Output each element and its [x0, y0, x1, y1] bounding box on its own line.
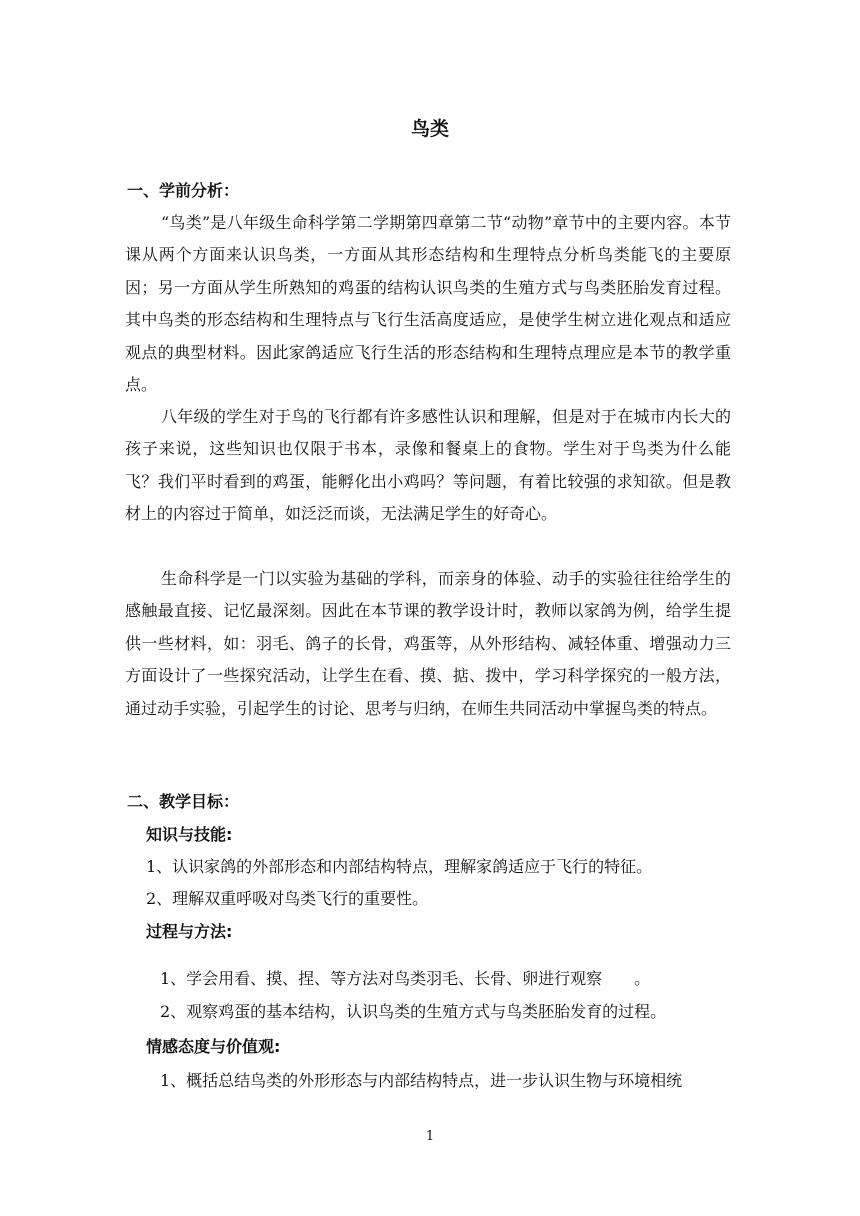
emotion-item-1: 1、概括总结鸟类的外形形态与内部结构特点，进一步认识生物与环境相统 — [160, 1071, 683, 1090]
knowledge-item-1: 1、认识家鸽的外部形态和内部结构特点，理解家鸽适应于飞行的特征。 — [146, 857, 653, 876]
section-heading-analysis: 一、学前分析： — [127, 181, 240, 200]
page-number: 1 — [425, 1129, 435, 1144]
section-heading-goals: 二、教学目标： — [127, 792, 240, 811]
paragraph-1: “鸟类”是八年级生命科学第二学期第四章第二节“动物”章节中的主要内容。本节课从两个方面来认识鸟类，一方面从其形态结构和生理特点分析鸟类能飞的主要原因；另一方面从学生所熟知的鸡蛋的结构认识鸟类的生殖方式与鸟类胚胎发育过程。其中鸟类的形态结构和生理特点与飞行生活高度适应，是使学生树立进化观点和适应观点的典型材料。因此家鸽适应飞行生活的形态结构和生理特点理应是本节的教学重点。 — [125, 213, 731, 395]
process-item-2: 2、观察鸡蛋的基本结构，认识鸟类的生殖方式与鸟类胚胎发育的过程。 — [160, 1002, 667, 1021]
subheading-emotion: 情感态度与价值观: — [146, 1037, 281, 1056]
subheading-knowledge: 知识与技能: — [146, 825, 233, 844]
page-title: 鸟类 — [410, 118, 449, 140]
process-item-1: 1、学会用看、摸、捏、等方法对鸟类羽毛、长骨、卵进行观察 。 — [160, 969, 651, 988]
paragraph-2: 八年级的学生对于鸟的飞行都有许多感性认识和理解，但是对于在城市内长大的孩子来说，这些知识也仅限于书本，录像和餐桌上的食物。学生对于鸟类为什么能飞？我们平时看到的鸡蛋，能孵化出小鸡吗？等问题，有着比较强的求知欲。但是教材上的内容过于简单，如泛泛而谈，无法满足学生的好奇心。 — [125, 407, 731, 524]
knowledge-item-2: 2、理解双重呼吸对鸟类飞行的重要性。 — [146, 889, 429, 908]
paragraph-3: 生命科学是一门以实验为基础的学科，而亲身的体验、动手的实验往往给学生的感触最直接、记忆最深刻。因此在本节课的教学设计时，教师以家鸽为例，给学生提供一些材料，如：羽毛、鸽子的长骨，鸡蛋等，从外形结构、减轻体重、增强动力三方面设计了一些探究活动，让学生在看、摸、掂、拨中，学习科学探究的一般方法，通过动手实验，引起学生的讨论、思考与归纳，在师生共同活动中掌握鸟类的特点。 — [125, 569, 731, 718]
subheading-process: 过程与方法: — [146, 922, 233, 941]
